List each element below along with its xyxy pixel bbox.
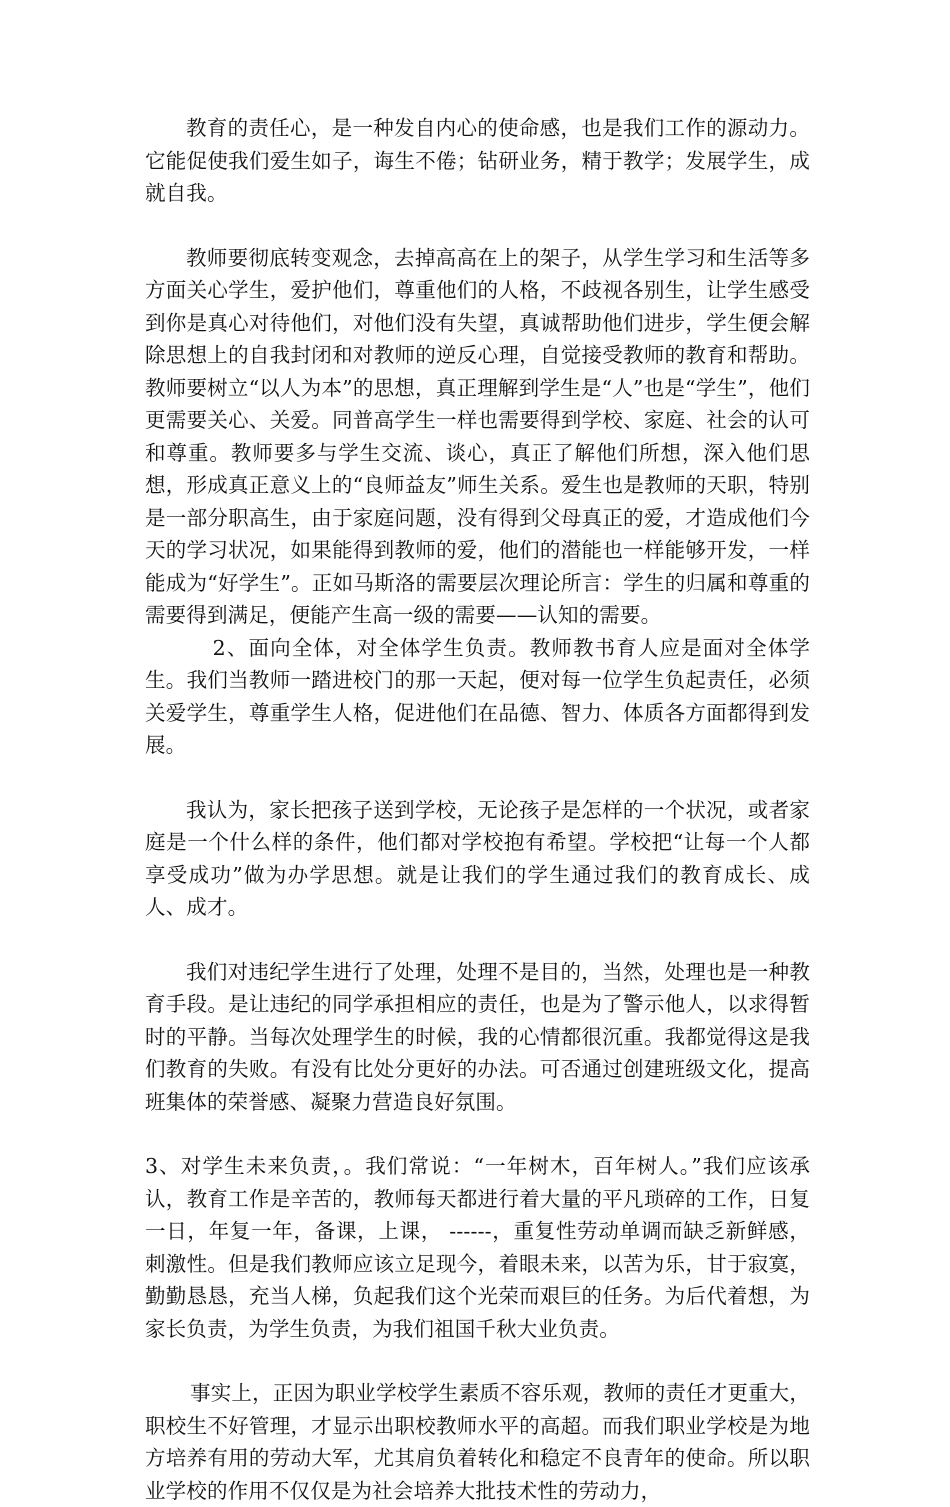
- paragraph-responsibility: 教育的责任心，是一种发自内心的使命感，也是我们工作的源动力。它能促使我们爱生如子，诲生不倦；钻研业务，精于教学；发展学生，成就自我。: [145, 116, 810, 205]
- paragraph-face-all-students: 2、面向全体，对全体学生负责。教师教书育人应是面对全体学生。我们当教师一踏进校门的那一天起，便对每一位学生负起责任，必须关爱学生，尊重学生人格，促进他们在品德、智力、体质各方面都得到发展。: [145, 635, 810, 757]
- paragraph-future-responsibility: 3、对学生未来负责，。我们常说：“一年树木，百年树人。”我们应该承认，教育工作是辛苦的，教师每天都进行着大量的平凡琐碎的工作，日复一日，年复一年，备课，上课， ------，重复性劳动单调而缺乏新鲜感，刺激性。但是我们教师应该立足现今，着眼未来，以苦为乐，甘于寂寞，勤勤恳恳，充当人梯，负起我们这个光荣而艰巨的任务。为后代着想，为家长负责，为学生负责，为我们祖国千秋大业负责。: [145, 1154, 810, 1341]
- paragraph-parents-hope: 我认为，家长把孩子送到学校，无论孩子是怎样的一个状况，或者家庭是一个什么样的条件，他们都对学校抱有希望。学校把“让每一个人都享受成功”做为办学思想。就是让我们的学生通过我们的教育成长、成人、成才。: [145, 797, 810, 919]
- paragraph-teacher-attitude: 教师要彻底转变观念，去掉高高在上的架子，从学生学习和生活等多方面关心学生，爱护他们，尊重他们的人格，不歧视各别生，让学生感受到你是真心对待他们，对他们没有失望，真诚帮助他们进步，学生便会解除思想上的自我封闭和对教师的逆反心理，自觉接受教师的教育和帮助。教师要树立“以人为本”的思想，真正理解到学生是“人”也是“学生”，他们更需要关心、关爱。同普高学生一样也需要得到学校、家庭、社会的认可和尊重。教师要多与学生交流、谈心，真正了解他们所想，深入他们思想，形成真正意义上的“良师益友”师生关系。爱生也是教师的天职，特别是一部分职高生，由于家庭问题，没有得到父母真正的爱，才造成他们今天的学习状况，如果能得到教师的爱，他们的潜能也一样能够开发，一样能成为“好学生”。正如马斯洛的需要层次理论所言：学生的归属和尊重的需要得到满足，便能产生高一级的需要——认知的需要。: [145, 245, 810, 627]
- document-page: [145, 112, 810, 1507]
- paragraph-discipline: 我们对违纪学生进行了处理，处理不是目的，当然，处理也是一种教育手段。是让违纪的同学承担相应的责任，也是为了警示他人，以求得暂时的平静。当每次处理学生的时候，我的心情都很沉重。我都觉得这是我们教育的失败。有没有比处分更好的办法。可否通过创建班级文化，提高班集体的荣誉感、凝聚力营造良好氛围。: [145, 959, 810, 1114]
- paragraph-vocational-school: 事实上，正因为职业学校学生素质不容乐观，教师的责任才更重大，职校生不好管理，才显示出职校教师水平的高超。而我们职业学校是为地方培养有用的劳动大军，尤其肩负着转化和稳定不良青年的使命。所以职业学校的作用不仅仅是为社会培养大批技术性的劳动力，: [145, 1381, 810, 1503]
